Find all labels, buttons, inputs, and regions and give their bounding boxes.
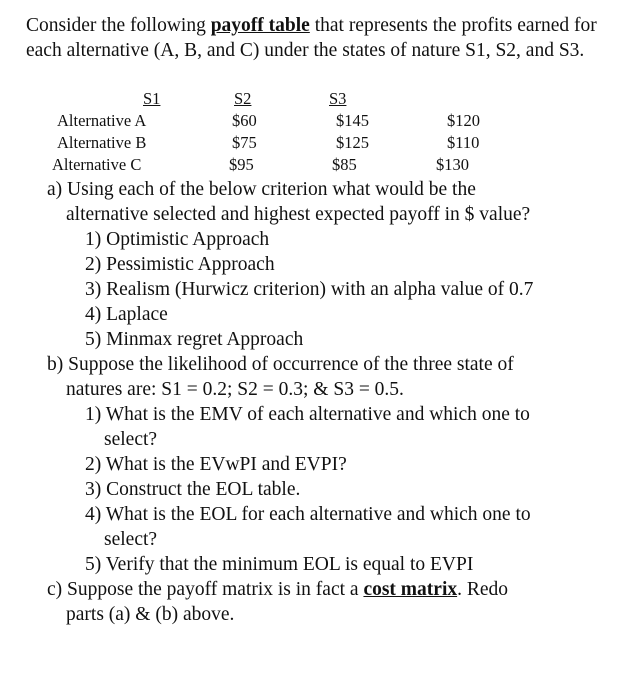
part-b-item-4-line-2: select? xyxy=(104,529,158,550)
table-cell-a-s1: $60 xyxy=(232,111,257,130)
part-a-line-2: alternative selected and highest expected payoff in $ value? xyxy=(66,204,531,225)
part-a-item-3: 3) Realism (Hurwicz criterion) with an alpha value of 0.7 xyxy=(85,279,534,300)
part-b-line-1: b) Suppose the likelihood of occurrence of the three state of xyxy=(47,354,514,375)
intro-text-before: Consider the following xyxy=(26,15,211,36)
part-b-item-3: 3) Construct the EOL table. xyxy=(85,479,301,500)
table-cell-c-s1: $95 xyxy=(229,155,254,174)
part-b-item-1-line-1: 1) What is the EMV of each alternative and which one to xyxy=(85,404,530,425)
intro-paragraph xyxy=(26,13,626,63)
intro-keyword-payoff-table: payoff table xyxy=(210,15,310,36)
part-b-item-4-line-1: 4) What is the EOL for each alternative and which one to xyxy=(85,504,531,525)
intro-text-after: that represents the profits earned for each alternative (A, B, and C) under the states of nature S1, S2, and S3. xyxy=(26,15,597,61)
part-c-line-1 xyxy=(47,577,508,602)
table-cell-c-s3: $130 xyxy=(436,155,469,174)
part-b-item-2: 2) What is the EVwPI and EVPI? xyxy=(85,454,347,475)
part-c-text-after: . Redo xyxy=(457,579,509,600)
part-b-item-1-line-2: select? xyxy=(104,429,158,450)
part-c-line-2: parts (a) & (b) above. xyxy=(66,604,235,625)
table-cell-a-s3: $120 xyxy=(447,111,480,130)
table-cell-b-s2: $125 xyxy=(336,133,369,152)
table-row-label-b: Alternative B xyxy=(57,133,147,152)
table-header-s1: S1 xyxy=(143,89,161,108)
part-a-item-1: 1) Optimistic Approach xyxy=(85,229,270,250)
part-c-text-before: c) Suppose the payoff matrix is in fact a xyxy=(47,579,364,600)
part-c-keyword-cost-matrix: cost matrix xyxy=(363,579,458,600)
part-a-item-4: 4) Laplace xyxy=(85,304,168,325)
part-a-item-2: 2) Pessimistic Approach xyxy=(85,254,275,275)
table-row-label-c: Alternative C xyxy=(52,155,142,174)
table-cell-b-s3: $110 xyxy=(447,133,480,152)
table-cell-a-s2: $145 xyxy=(336,111,369,130)
table-row-label-a: Alternative A xyxy=(57,111,147,130)
table-header-s3: S3 xyxy=(329,89,347,108)
part-b-line-2: natures are: S1 = 0.2; S2 = 0.3; & S3 = 0.5. xyxy=(66,379,404,400)
table-cell-b-s1: $75 xyxy=(232,133,257,152)
part-a-item-5: 5) Minmax regret Approach xyxy=(85,329,304,350)
part-b-item-5: 5) Verify that the minimum EOL is equal to EVPI xyxy=(85,554,474,575)
part-a-line-1: a) Using each of the below criterion what would be the xyxy=(47,179,476,200)
table-header-s2: S2 xyxy=(234,89,252,108)
table-cell-c-s2: $85 xyxy=(332,155,357,174)
